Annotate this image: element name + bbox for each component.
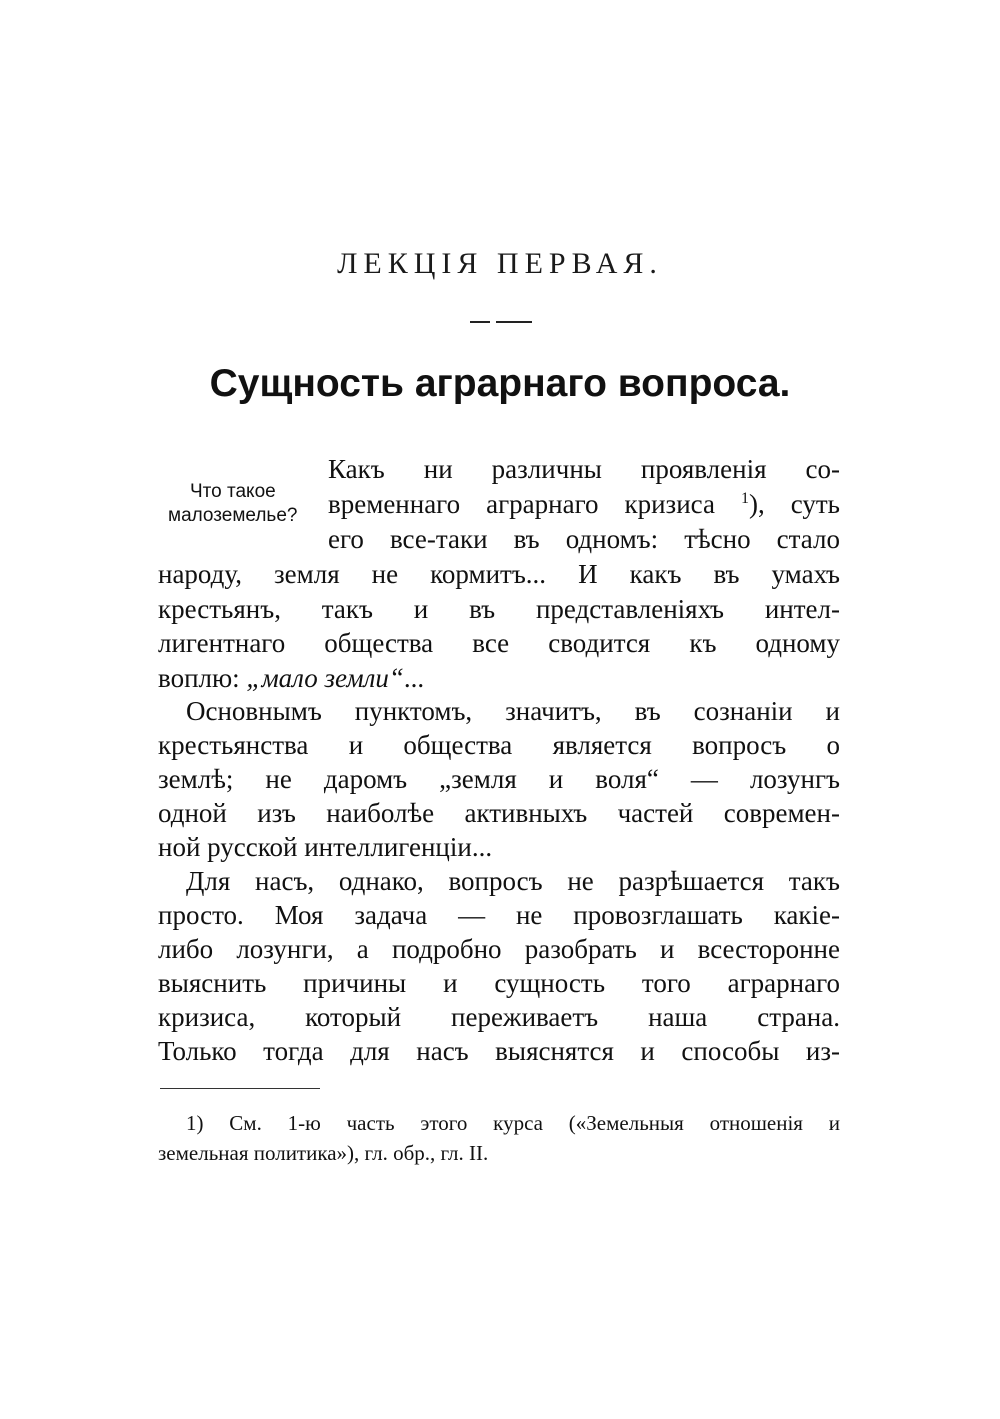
text-line: народу, земля не кормитъ... И какъ въ умахъ (158, 559, 840, 589)
text-fragment: ), суть (749, 489, 840, 519)
lecture-label: ЛЕКЦІЯ ПЕРВАЯ. (337, 247, 663, 280)
text-fragment: воплю: (158, 663, 247, 693)
text-line: одной изъ наиболѣе активныхъ частей современ- (158, 798, 840, 828)
emphasis-text: „мало земли“ (246, 663, 404, 693)
text-line: ной русской интеллигенціи... (158, 832, 493, 862)
text-line: землѣ; не даромъ „земля и воля“ — лозунгъ (158, 764, 840, 794)
margin-note-line: Что такое (190, 481, 276, 502)
text-line: крестьянъ, такъ и въ представленіяхъ интел- (158, 594, 840, 624)
text-line: крестьянства и общества является вопросъ о (158, 730, 840, 760)
text-line: Основнымъ пунктомъ, значитъ, въ сознаніи и (186, 696, 840, 726)
footnote-line: земельная политика»), гл. обр., гл. II. (158, 1141, 489, 1165)
footnote-separator (160, 1088, 320, 1089)
text-line: либо лозунги, а подробно разобрать и всесторонне (158, 934, 840, 964)
text-fragment: временнаго аграрнаго кризиса (328, 489, 741, 519)
text-line: Какъ ни различны проявленія со- (328, 454, 840, 484)
text-line (158, 661, 840, 695)
text-line: лигентнаго общества все сводится къ одному (158, 628, 840, 658)
footnote-line: 1) См. 1-ю часть этого курса («Земельныя отношенія и (186, 1111, 840, 1135)
margin-note (168, 480, 318, 528)
text-line: выяснить причины и сущность того аграрнаго (158, 968, 840, 998)
title-separator (470, 321, 532, 323)
chapter-title: Сущность аграрнаго вопроса. (209, 362, 791, 405)
text-fragment: ... (403, 663, 425, 693)
footnote-reference: 1 (741, 490, 749, 507)
text-line (328, 487, 840, 521)
margin-note-line: малоземелье? (168, 505, 298, 526)
text-line: Только тогда для насъ выяснятся и способы из- (158, 1036, 840, 1066)
text-line: просто. Моя задача — не провозглашать какіе- (158, 900, 840, 930)
text-line: кризиса, который переживаетъ наша страна. (158, 1002, 840, 1032)
text-line: Для насъ, однако, вопросъ не разрѣшается такъ (186, 866, 840, 896)
text-line: его все-таки въ одномъ: тѣсно стало (328, 524, 840, 554)
